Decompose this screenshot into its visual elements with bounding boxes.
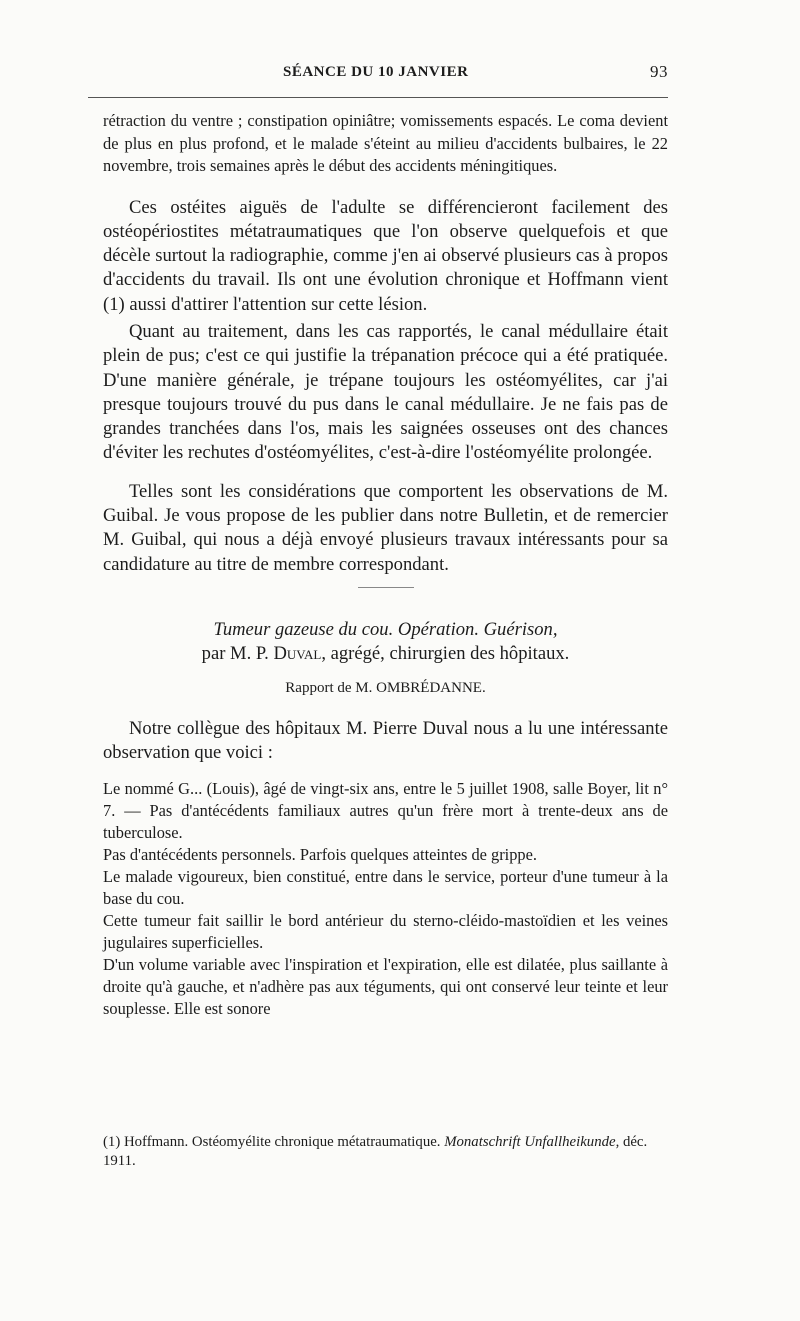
lead-paragraph: Notre collègue des hôpitaux M. Pierre Duval nous a lu une intéressante observation que voici : <box>103 717 668 764</box>
observation <box>103 778 668 1020</box>
body-text <box>103 110 668 1020</box>
report-line: Rapport de M. OMBRÉDANNE. <box>285 679 486 696</box>
page-number: 93 <box>650 62 668 81</box>
observation-paragraph: Cette tumeur fait saillir le bord antérieur du sterno-cléido-mastoïdien et les veines jugulaires superficielles. <box>103 910 668 952</box>
intro-paragraph: rétraction du ventre ; constipation opiniâtre; vomissements espacés. Le coma devient de plus en plus profond, et le malade s'éteint au milieu d'accidents bulbaires, le 22 novembre, trois semaines après le début des accidents méningitiques. <box>103 111 668 175</box>
paragraph: Telles sont les considérations que comportent les observations de M. Guibal. Je vous propose de les publier dans notre Bulletin, et de remercier M. Guibal, qui nous a déjà envoyé plusieurs travaux intéressants pour sa candidature au titre de membre correspondant. <box>103 480 668 575</box>
author-prefix: par M. P. <box>201 642 274 664</box>
observation-paragraph: Pas d'antécédents personnels. Parfois quelques atteintes de grippe. <box>103 844 537 864</box>
observation-paragraph: Le malade vigoureux, bien constitué, entre dans le service, porteur d'une tumeur à la base du cou. <box>103 866 668 908</box>
paragraph: Quant au traitement, dans les cas rapportés, le canal médullaire était plein de pus; c'est ce qui justifie la trépanation précoce qui a été pratiquée. D'une manière générale, je trépane toujours les ostéomyélites, car j'ai presque toujours trouvé du pus dans le canal médullaire. Je ne fais pas de grandes tranchées dans l'os, mais les saignées osseuses ont des chances d'éviter les rechutes d'ostéomyélites, c'est-à-dire l'ostéomyélite prolongée. <box>103 320 668 464</box>
header-rule <box>88 97 668 98</box>
running-header <box>103 62 668 86</box>
footnote-journal: Monatschrift Unfallheikunde <box>444 1134 616 1150</box>
observation-paragraph: D'un volume variable avec l'inspiration et l'expiration, elle est dilatée, plus saillante à droite qu'à gauche, et n'adhère pas aux téguments, qui ont conservé leur teinte et leur souplesse. Elle est sonore <box>103 954 668 1018</box>
section-author-line <box>103 642 668 666</box>
observation-paragraph: Le nommé G... (Louis), âgé de vingt-six ans, entre le 5 juillet 1908, salle Boyer, lit n° 7. — Pas d'antécédents familiaux autres qu'un frère mort à trente-deux ans de tuberculose. <box>103 778 668 842</box>
section-title-line: Tumeur gazeuse du cou. Opération. Guérison, <box>213 618 558 640</box>
section-title <box>103 618 668 666</box>
footnote-lead: (1) Hoffmann. Ostéomyélite chronique métatraumatique. <box>103 1134 445 1150</box>
section-separator <box>358 587 414 588</box>
footnote-tail: , déc. 1911. <box>103 1134 648 1169</box>
author-name: Duval <box>273 642 322 664</box>
author-suffix: , agrégé, chirurgien des hôpitaux. <box>321 642 570 664</box>
paragraph: Ces ostéites aiguës de l'adulte se différencieront facilement des ostéopériostites métatraumatiques que l'on observe quelquefois et que décèle surtout la radiographie, comme j'en ai observé plusieurs cas à propos d'accidents du travail. Ils ont une évolution chronique et Hoffmann vient (1) aussi d'attirer l'attention sur cette lésion. <box>103 196 668 315</box>
header-title: SÉANCE DU 10 JANVIER <box>283 64 469 80</box>
footnote <box>103 1133 668 1171</box>
